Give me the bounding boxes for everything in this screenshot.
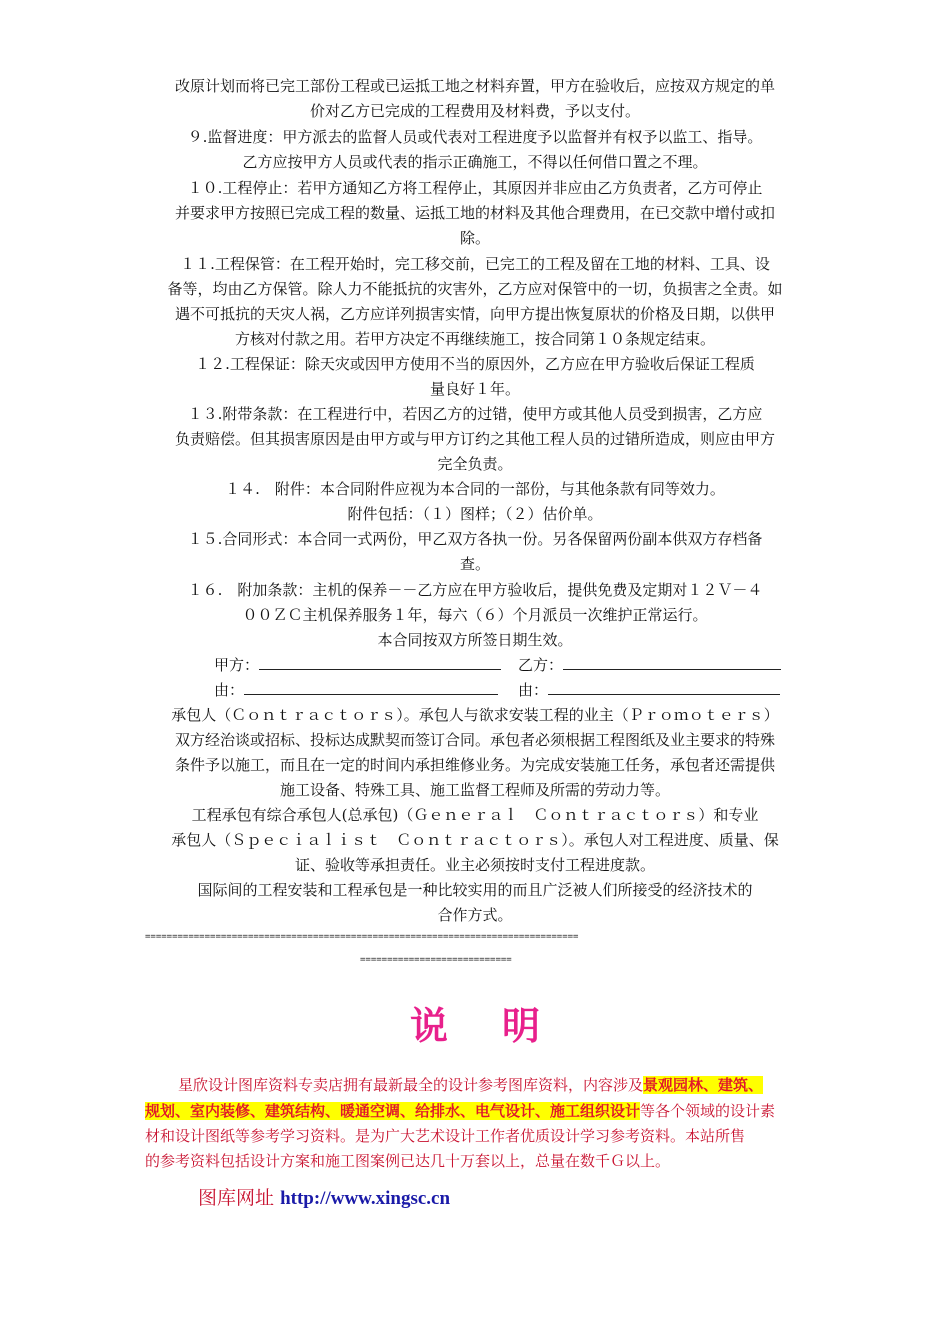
site-url-link[interactable]: http://www.xingsc.cn bbox=[280, 1188, 451, 1209]
clause-line: 乙方应按甲方人员或代表的指示正确施工，不得以任何借口置之不理。 bbox=[242, 153, 708, 171]
clause-12: １２.工程保证：除天灾或因甲方使用不当的原因外，乙方应在甲方验收后保证工程质 bbox=[195, 355, 755, 373]
effective-date-line: 本合同按双方所签日期生效。 bbox=[377, 631, 573, 649]
clause-11: １１.工程保管：在工程开始时，完工移交前，已完工的工程及留在工地的材料、工具、设 bbox=[180, 255, 770, 273]
by-b-label: 由： bbox=[518, 681, 549, 699]
signature-party-a bbox=[214, 653, 501, 678]
by-b-signature-line bbox=[548, 678, 780, 695]
clause-9: ９.监督进度：甲方派去的监督人员或代表对工程进度予以监督并有权予以监工、指导。 bbox=[187, 128, 763, 146]
clause-line: 改原计划而将已完工部份工程或已运抵工地之材料弃置，甲方在验收后，应按双方规定的单 bbox=[174, 77, 775, 95]
clause-16: １６. 附加条款：主机的保养－－乙方应在甲方验收后，提供免费及定期对１２Ｖ－４ bbox=[187, 581, 763, 599]
clause-15: １５.合同形式：本合同一式两份，甲乙双方各执一份。另各保留两份副本供双方存档备 bbox=[187, 530, 763, 548]
clause-line: 方核对付款之用。若甲方决定不再继续施工，按合同第１０条规定结束。 bbox=[234, 330, 715, 348]
paragraph-line: 国际间的工程安装和工程承包是一种比较实用的而且广泛被人们所接受的经济技术的 bbox=[197, 881, 753, 899]
clause-line: 并要求甲方按照已完成工程的数量、运抵工地的材料及其他合理费用，在已交款中增付或扣 bbox=[174, 204, 775, 222]
party-a-label: 甲方： bbox=[214, 656, 260, 674]
paragraph-line: 承包人（Ｃｏｎｔｒａｃｔｏｒｓ）。承包人与欲求安装工程的业主（Ｐｒｏｍｏｔｅｒｓ） bbox=[171, 706, 779, 724]
paragraph-line: 工程承包有综合承包人(总承包)（Ｇｅｎｅｒａｌ Ｃｏｎｔｒａｃｔｏｒｓ）和专业 bbox=[191, 806, 759, 824]
clause-line: 除。 bbox=[459, 229, 490, 247]
notice-line-1 bbox=[178, 1073, 818, 1098]
separator-long: ================================================================================ bbox=[145, 932, 579, 942]
paragraph-line: 施工设备、特殊工具、施工监督工程师及所需的劳动力等。 bbox=[279, 781, 670, 799]
notice-line-2-text: 等各个领域的设计素 bbox=[640, 1102, 776, 1120]
signature-by-a bbox=[214, 678, 498, 703]
site-address bbox=[198, 1183, 450, 1210]
by-a-signature-line bbox=[244, 678, 498, 695]
clause-line: 价对乙方已完成的工程费用及材料费，予以支付。 bbox=[309, 102, 640, 120]
separator-short: ============================ bbox=[360, 955, 512, 965]
paragraph-line: 合作方式。 bbox=[437, 906, 513, 924]
notice-line-3: 材和设计图纸等参考学习资料。是为广大艺术设计工作者优质设计学习参考资料。本站所售 bbox=[145, 1127, 746, 1145]
signature-party-b bbox=[518, 653, 781, 678]
clause-line: 备等，均由乙方保管。除人力不能抵抗的灾害外，乙方应对保管中的一切，负损害之全责。如 bbox=[167, 280, 783, 298]
party-a-signature-line bbox=[259, 653, 501, 670]
notice-highlight-1: 景观园林、建筑、 bbox=[643, 1076, 764, 1094]
clause-13: １３.附带条款：在工程进行中，若因乙方的过错，使甲方或其他人员受到损害，乙方应 bbox=[187, 405, 763, 423]
paragraph-line: 双方经治谈或招标、投标达成默契而签订合同。承包者必须根据工程图纸及业主要求的特殊 bbox=[174, 731, 775, 749]
party-b-label: 乙方： bbox=[518, 656, 564, 674]
clause-10: １０.工程停止：若甲方通知乙方将工程停止，其原因并非应由乙方负责者，乙方可停止 bbox=[187, 179, 763, 197]
by-a-label: 由： bbox=[214, 681, 245, 699]
signature-by-b bbox=[518, 678, 780, 703]
clause-line: 遇不可抵抗的天灾人祸，乙方应详列损害实情，向甲方提出恢复原状的价格及日期，以供甲 bbox=[174, 305, 775, 323]
notice-line-1-text: 星欣设计图库资料专卖店拥有最新最全的设计参考图库资料，内容涉及 bbox=[178, 1076, 644, 1094]
clause-line: 量良好１年。 bbox=[429, 380, 520, 398]
clause-line: 负责赔偿。但其损害原因是由甲方或与甲方订约之其他工程人员的过错所造成，则应由甲方 bbox=[174, 430, 775, 448]
notice-highlight-2: 规划、室内装修、建筑结构、暖通空调、给排水、电气设计、施工组织设计 bbox=[145, 1102, 641, 1120]
clause-line: 查。 bbox=[459, 555, 490, 573]
notice-line-4: 的参考资料包括设计方案和施工图案例已达几十万套以上，总量在数千Ｇ以上。 bbox=[145, 1152, 671, 1170]
clause-line: 完全负责。 bbox=[437, 455, 513, 473]
clause-line: ００ＺＣ主机保养服务１年，每六（６）个月派员一次维护正常运行。 bbox=[242, 606, 708, 624]
clause-14: １４. 附件：本合同附件应视为本合同的一部份，与其他条款有同等效力。 bbox=[225, 480, 725, 498]
clause-line: 附件包括：（１）图样；（２）估价单。 bbox=[347, 505, 603, 523]
paragraph-line: 条件予以施工，而且在一定的时间内承担维修业务。为完成安装施工任务，承包者还需提供 bbox=[174, 756, 775, 774]
party-b-signature-line bbox=[563, 653, 781, 670]
site-label: 图库网址 bbox=[198, 1187, 275, 1209]
notice-title: 说明 bbox=[409, 1004, 594, 1048]
paragraph-line: 证、验收等承担责任。业主必须按时支付工程进度款。 bbox=[294, 856, 655, 874]
paragraph-line: 承包人（Ｓｐｅｃｉａｌｉｓｔ Ｃｏｎｔｒａｃｔｏｒｓ）。承包人对工程进度、质量、保 bbox=[171, 831, 779, 849]
notice-line-2 bbox=[145, 1099, 818, 1124]
